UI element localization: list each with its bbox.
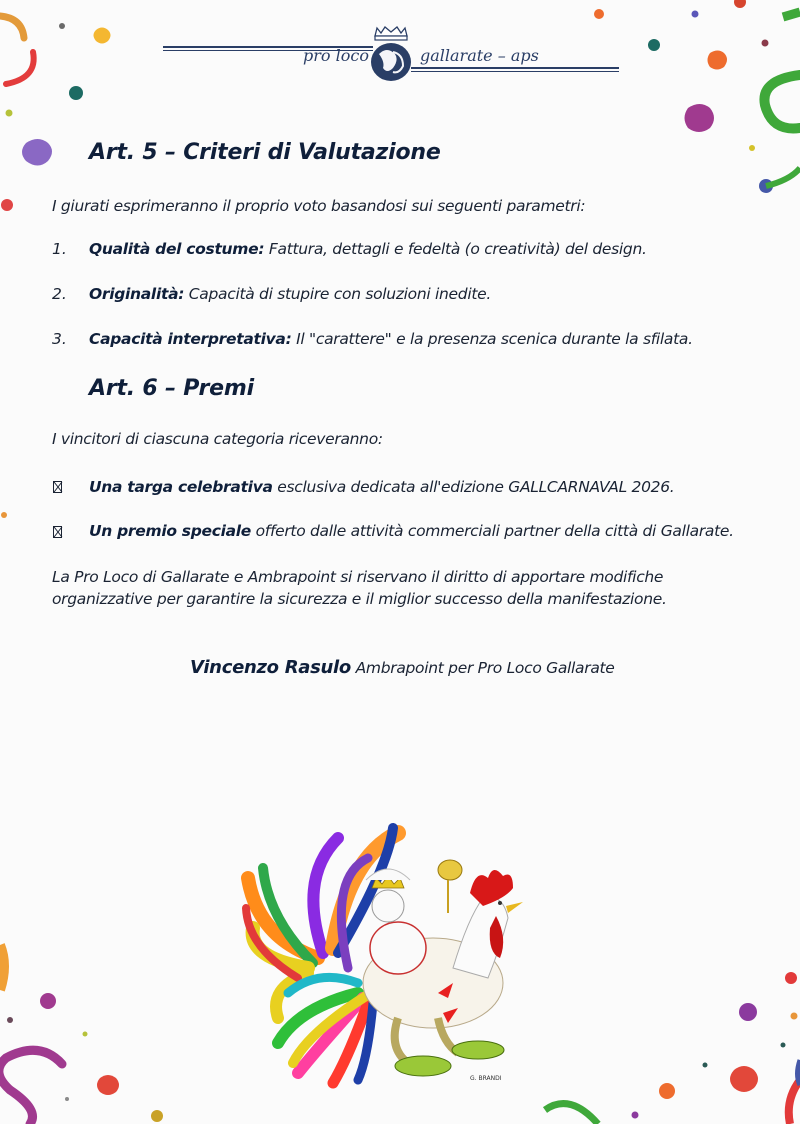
prize-label: Una targa celebrativa — [89, 478, 273, 496]
criteria-label: Capacità interpretativa: — [89, 330, 292, 348]
missing-glyph-bullet-icon — [53, 526, 62, 538]
prize-description: esclusiva dedicata all'edizione GALLCARNAVAL 2026. — [272, 478, 675, 496]
article-6-intro: I vincitori di ciascuna categoria riceveranno: — [52, 430, 383, 448]
carnival-rooster-illustration — [238, 818, 528, 1090]
pro-loco-logo-header — [163, 24, 619, 84]
criteria-text — [89, 240, 647, 258]
list-number: 1. — [52, 240, 67, 258]
criteria-label: Qualità del costume: — [89, 240, 265, 258]
prize-text — [89, 522, 734, 540]
criteria-description: Fattura, dettagli e fedeltà (o creatività) del design. — [264, 240, 647, 258]
criteria-description: Il "carattere" e la presenza scenica durante la sfilata. — [291, 330, 693, 348]
missing-glyph-bullet-icon — [53, 481, 62, 493]
criteria-text — [89, 330, 693, 348]
signature — [190, 657, 615, 678]
crowned-lion-emblem-icon — [363, 24, 419, 84]
prize-text — [89, 478, 674, 496]
criteria-description: Capacità di stupire con soluzioni inedite. — [184, 285, 491, 303]
logo-rule-right — [411, 67, 619, 72]
logo-text-pro-loco: pro loco — [303, 46, 369, 65]
signatory-name: Vincenzo Rasulo — [190, 657, 351, 678]
prize-label: Un premio speciale — [89, 522, 251, 540]
article-5-intro: I giurati esprimeranno il proprio voto basandosi sui seguenti parametri: — [52, 197, 586, 215]
criteria-text — [89, 285, 491, 303]
logo-text-gallarate-aps: gallarate – aps — [420, 46, 539, 65]
criteria-label: Originalità: — [89, 285, 185, 303]
prize-description: offerto dalle attività commerciali partner della città di Gallarate. — [251, 522, 734, 540]
article-6-heading: Art. 6 – Premi — [89, 376, 254, 401]
signatory-role: Ambrapoint per Pro Loco Gallarate — [350, 659, 615, 677]
artist-signature: G. BRANDI — [470, 1075, 502, 1082]
disclaimer-line-1: La Pro Loco di Gallarate e Ambrapoint si riservano il diritto di apportare modifiche — [52, 568, 664, 586]
list-number: 2. — [52, 285, 67, 303]
list-number: 3. — [52, 330, 67, 348]
disclaimer-line-2: organizzative per garantire la sicurezza e il miglior successo della manifestazione. — [52, 590, 667, 608]
article-5-heading: Art. 5 – Criteri di Valutazione — [89, 140, 441, 165]
